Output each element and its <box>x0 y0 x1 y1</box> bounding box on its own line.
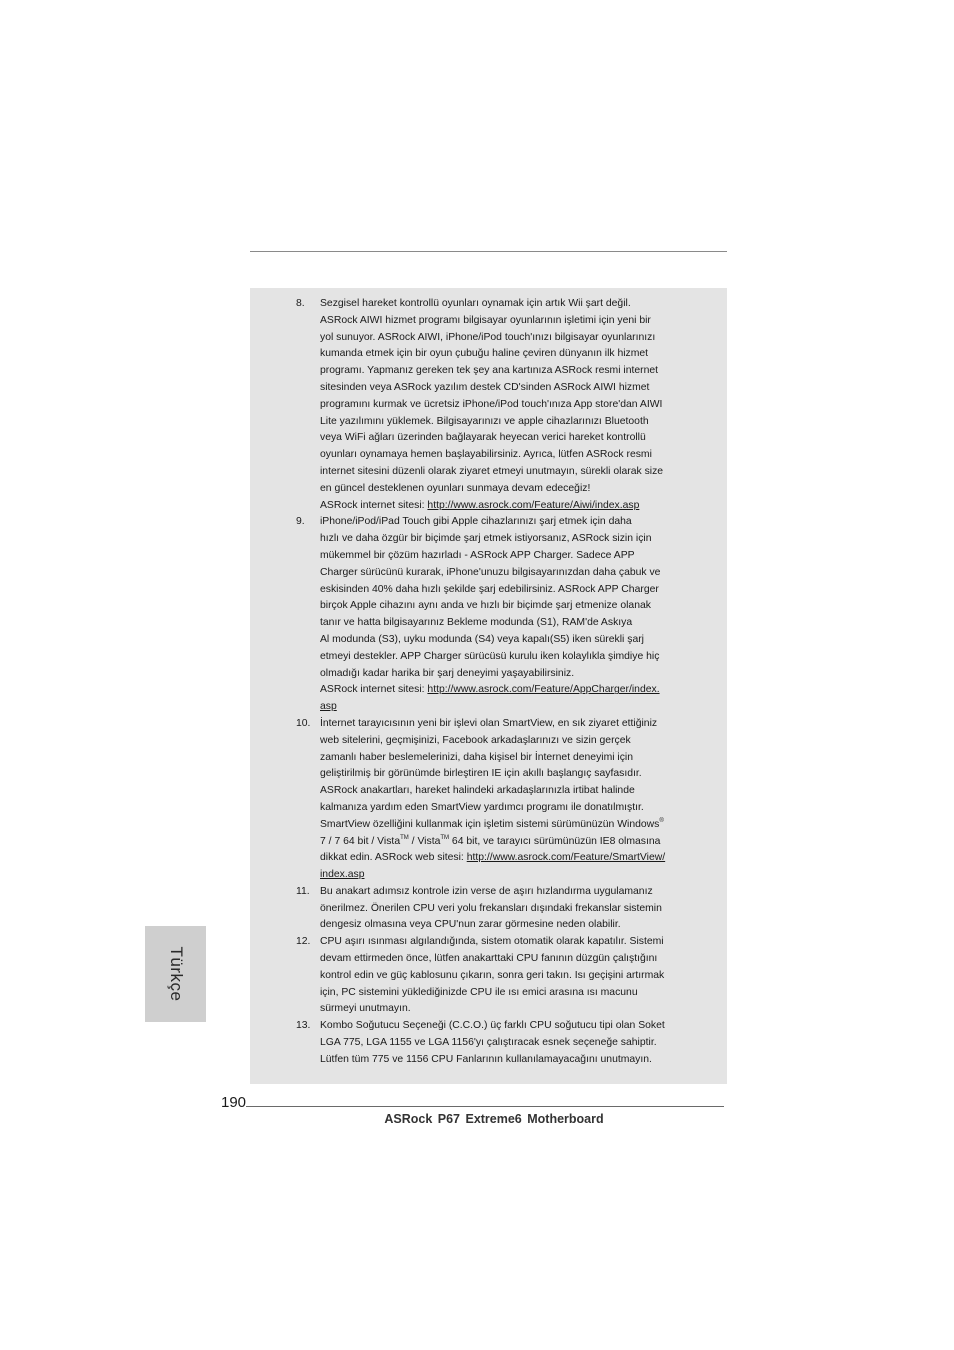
list-item <box>250 296 727 514</box>
footer-rule <box>246 1106 724 1107</box>
smartview-link-continued[interactable]: index.asp <box>320 869 365 881</box>
item-text: Kombo Soğutucu Seçeneği (C.C.O.) üç farklı CPU soğutucu tipi olan Soket LGA 775, LGA 1155 ve LGA 1156'yı çalıştıracak esnek seçeneğe sahiptir. Lütfen tüm 775 ve 1156 CPU Fanlarının kullanılamayacağını unutmayın. <box>320 1020 665 1065</box>
registered-mark: ® <box>659 817 664 824</box>
item-number: 13. <box>296 1020 311 1032</box>
appcharger-link[interactable]: http://www.asrock.com/Feature/AppCharger/index. <box>427 684 660 696</box>
page-number: 190 <box>221 1094 247 1111</box>
aiwi-link[interactable]: http://www.asrock.com/Feature/Aiwi/index.asp <box>427 499 640 511</box>
header-rule <box>250 251 727 252</box>
list-item <box>250 514 727 716</box>
item-number: 8. <box>296 298 305 309</box>
list-item <box>250 934 727 1018</box>
item-number: 12. <box>296 936 311 948</box>
item-text: Sezgisel hareket kontrollü oyunları oynamak için artık Wii şart değil. ASRock AIWI hizmet programı bilgisayar oyunlarının işletimi için yeni bir yol sunuyor. ASRock AIWI, iPhone/iPod touch'ınızı bilgisayar oyunlarınızı kumanda etmek için bir oyun çubuğu haline çeviren dünyanın ilk hizmet programı. Yapmanız gereken tek şey ana kartınıza ASRock resmi internet sitesinden veya ASRock yazılım destek CD'sinden ASRock AIWI hizmet programını kurmak ve ücretsiz iPhone/iPod touch'ınıza App store'dan AIWI Lite yazılımını yüklemek. Bilgisayarınızı ve apple cihazlarınızı Bluetooth veya WiFi ağları üzerinden bağlayarak heyecan verici hareket kontrollü oyunları oynamaya hemen başlayabilirsiniz. Ayrıca, lütfen ASRock resmi internet sitesini düzenli olarak ziyaret etmeyi unutmayın, sürekli olarak size en güncel desteklenen oyunları sunmaya devam edeceğiz! ASRock internet sitesi: http://www.asrock.com/Feature/Aiwi/index.asp <box>320 298 664 511</box>
smartview-link[interactable]: http://www.asrock.com/Feature/SmartView/ <box>466 852 666 864</box>
content-panel <box>250 288 727 1084</box>
item-text: CPU aşırı ısınması algılandığında, sistem otomatik olarak kapatılır. Sistemi devam ettirmeden önce, lütfen anakarttaki CPU fanının düzgün çalıştığını kontrol edin ve güç kablosunu çıkarın, sonra geri takın. Isı geçişini artırmak için, PC sistemini yüklediğinizde CPU ile ısı emici arasına ısı macunu sürmeyi unutmayın. <box>320 936 665 1015</box>
item-number: 11. <box>296 885 310 897</box>
trademark-mark: TM <box>440 834 450 841</box>
item-text: Bu anakart adımsız kontrole izin verse de aşırı hızlandırma uygulamanız önerilmez. Önerilen CPU veri yolu frekansları dışındaki frekanslar sistemin dengesiz olmasına veya CPU'nun zarar görmesine neden olabilir. <box>320 885 662 931</box>
item-text: İnternet tarayıcısının yeni bir işlevi olan SmartView, en sık ziyaret ettiğiniz web sitelerini, geçmişinizi, Facebook arkadaşlarınızı ve sizin gerçek zamanlı haber beslemelerinizi, daha kişisel bir İnternet deneyimi için geliştirilmiş bir görünümde birleştiren IE için akıllı başlangıç sayfasıdır. ASRock anakartları, hareket halindeki arkadaşlarınızla irtibat halinde kalmanıza yardım eden SmartView yardımcı programı ile donatılmıştır. SmartView özelliğini kullanmak için işletim sistemi sürümünüzün Windows® 7 / 7 64 bit / Vista™ / Vista™ 64 bit, ve tarayıcı sürümünüzün IE8 olmasına dikkat edin. ASRock web sitesi: http://www.asrock.com/Feature/SmartView/ index.asp <box>320 717 666 881</box>
list-item <box>250 1018 727 1068</box>
item-text: iPhone/iPod/iPad Touch gibi Apple cihazlarınızı şarj etmek için daha hızlı ve daha özgür bir biçimde şarj etmek istiyorsanız, ASRock sizin için mükemmel bir çözüm hazırladı - ASRock APP Charger. Sadece APP Charger sürücünü kurarak, iPhone'unuzu bilgisayarınızdan daha çabuk ve eskisinden 40% daha hızlı şekilde şarj edebilirsiniz. ASRock APP Charger birçok Apple cihazını aynı anda ve hızlı bir biçimde şarj etmenize olanak tanır ve hatta bilgisayarınız Bekleme modunda (S1), RAM'de Askıya Al modunda (S3), uyku modunda (S4) veya kapalı(S5) iken sürekli şarj etmeyi destekler. APP Charger sürücüsü kurulu iken kolaylıkla şimdiye hiç olmadığı kadar harika bir şarj deneyimi yaşayabilirsiniz. ASRock internet sitesi: http://www.asrock.com/Feature/AppCharger/index. asp <box>320 516 661 713</box>
list-item <box>250 716 727 884</box>
list-item <box>250 884 727 934</box>
footer-title: ASRock P67 Extreme6 Motherboard <box>384 1112 604 1126</box>
language-tab <box>145 926 206 1022</box>
trademark-mark: TM <box>400 834 409 841</box>
appcharger-link-continued[interactable]: asp <box>320 701 337 713</box>
item-number: 10. <box>296 717 311 729</box>
language-label: Türkçe <box>166 946 186 1002</box>
item-number: 9. <box>296 516 305 528</box>
notes-list <box>250 296 727 1069</box>
